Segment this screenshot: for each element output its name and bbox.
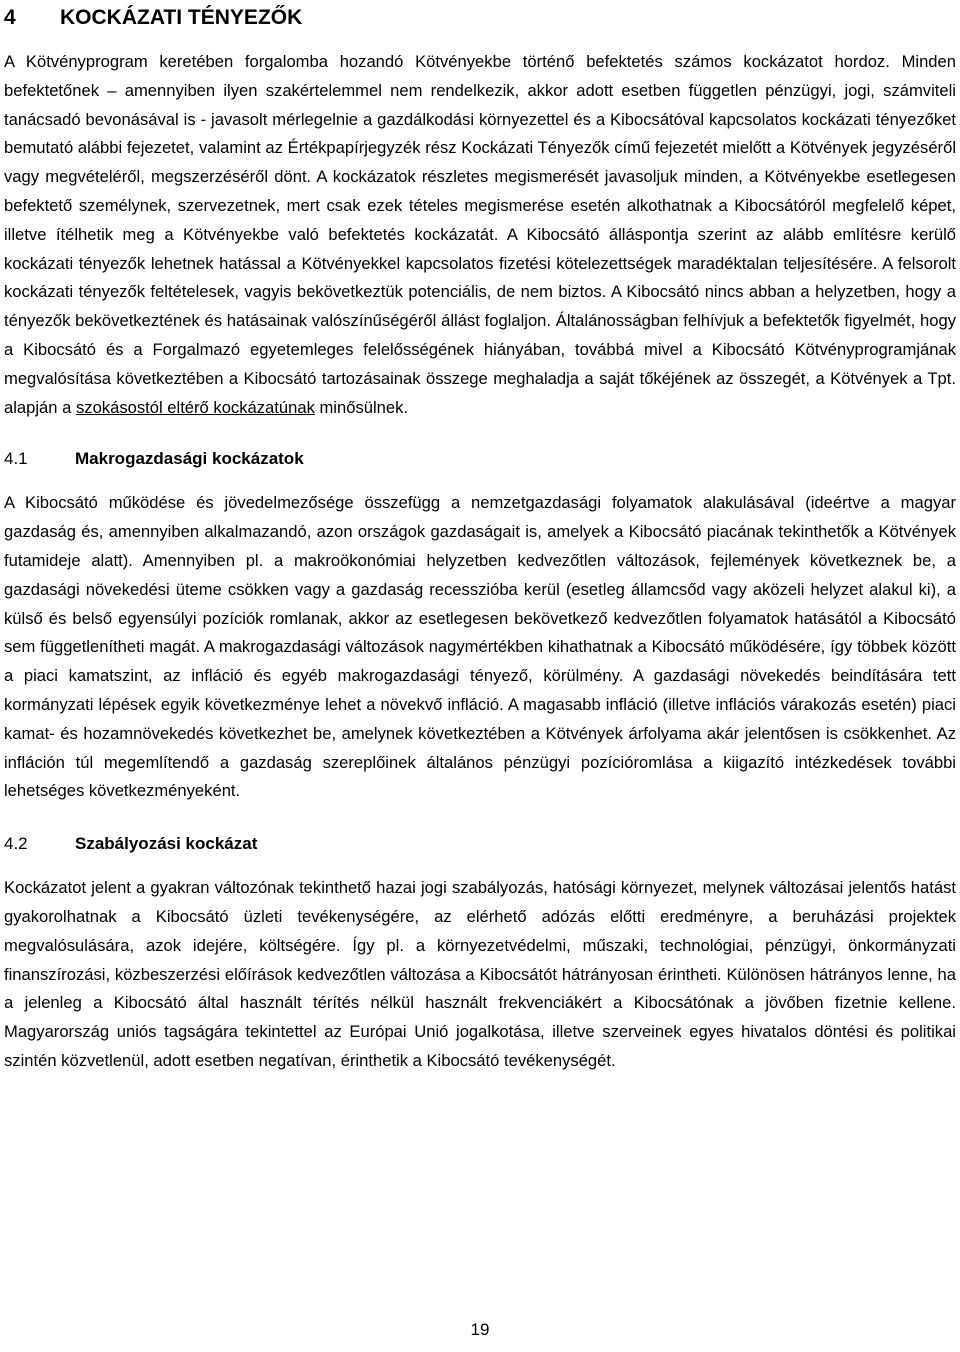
subsection-paragraph-4-2: Kockázatot jelent a gyakran változónak tekinthető hazai jogi szabályozás, hatósági környezet, melynek változásai jelentős hatást gyakorolhatnak a Kibocsátó üzleti tevékenységére, az elérhető adózás előtti eredményre, a beruházási projektek megvalósulására, azok idejére, költségére. Így pl. a környezetvédelmi, műszaki, technológiai, pénzügyi, önkormányzati finanszírozási, közbeszerzési előírások kedvezőtlen változása a Kibocsátót hátrányosan érintheti. Különösen hátrányos lenne, ha a jelenleg a Kibocsátó által használt térítés nélkül használt frekvenciákért a Kibocsátónak a jövőben fizetnie kellene. Magyarország uniós tagságára tekintettel az Európai Unió jogalkotása, illetve szerveinek egyes hivatalos döntési és politikai szintén közvetlenül, adott esetben negatívan, érinthetik a Kibocsátó tevékenységét. (4, 878, 956, 1070)
intro-paragraph (4, 48, 956, 422)
section-heading (4, 0, 956, 32)
section-title: KOCKÁZATI TÉNYEZŐK (60, 6, 303, 29)
intro-text-end: minősülnek. (314, 397, 409, 417)
subsection-paragraph-4-1: A Kibocsátó működése és jövedelmezősége összefügg a nemzetgazdasági folyamatok alakulásával (ideértve a magyar gazdaság és, amennyiben alkalmazandó, azon országok gazdaságait is, amelyek a Kibocsátó piacának tekinthetők a Kötvények futamideje alatt). Amennyiben pl. a makroökonómiai helyzetben kedvezőtlen változások, fejlemények következnek be, a gazdasági növekedési üteme csökken vagy a gazdaság recesszióba kerül (esetleg államcsőd vagy aközeli helyzet alakul ki), a külső és belső egyensúlyi pozíciók romlanak, akkor az esetlegesen bekövetkező kedvezőtlen folyamatok hatásától a Kibocsátó sem függetlenítheti magát. A makrogazdasági változások nagymértékben kihathatnak a Kibocsátó működésére, így többek között a piaci kamatszint, az infláció és egyéb makrogazdasági tényező, körülmény. A gazdasági növekedés beindítására tett kormányzati lépések egyik következménye lehet a növekvő infláció. A magasabb infláció (illetve inflációs várakozás esetén) piaci kamat- és hozamnövekedés következhet be, amelynek következtében a Kötvények árfolyama akár jelentősen is csökkenhet. Az infláción túl megemlítendő a gazdaság szereplőinek általános pénzügyi pozícióromlása a kiigazító intézkedések további lehetséges következményeként. (4, 493, 956, 801)
subsection-heading-4-2 (4, 830, 956, 858)
underlined-term: szokásostól eltérő kockázatúnak (75, 397, 315, 417)
subsection-title: Szabályozási kockázat (75, 834, 258, 854)
subsection-number: 4.1 (4, 449, 28, 469)
subsection-number: 4.2 (4, 834, 28, 854)
section-number: 4 (4, 6, 16, 29)
document-page (4, 0, 956, 1076)
subsection-heading-4-1 (4, 445, 956, 473)
intro-text: A Kötvényprogram keretében forgalomba hozandó Kötvényekbe történő befektetés számos kockázatot hordoz. Minden befektetőnek – amennyiben ilyen szakértelemmel nem rendelkezik, akkor adott esetben független pénzügyi, jogi, számviteli tanácsadó bevonásával is - javasolt mérlegelnie a gazdálkodási környezettel és a Kibocsátóval kapcsolatos kockázati tényezőket bemutató alábbi fejezetet, valamint az Értékpapírjegyzék rész Kockázati Tényezők című fejezetét mielőtt a Kötvények jegyzéséről vagy megvételéről, megszerzéséről dönt. A kockázatok részletes megismerését javasoljuk minden, a Kötvényekbe esetlegesen befektető személynek, szervezetnek, mert csak ezek tételes megismerése esetén alkothatnak a Kibocsátóról megfelelő képet, illetve ítélhetik meg a Kötvényekbe való befektetés kockázatát. A Kibocsátó álláspontja szerint az alább említésre kerülő kockázati tényezők lehetnek hatással a Kötvényekkel kapcsolatos fizetési kötelezettségek maradéktalan teljesítésére. A felsorolt kockázati tényezők feltételesek, vagyis bekövetkeztük potenciális, de nem biztos. A Kibocsátó nincs abban a helyzetben, hogy a tényezők bekövetkeztének és hatásainak valószínűségéről állást foglaljon. Általánosságban felhívjuk a befektetők figyelmét, hogy a Kibocsátó és a Forgalmazó egyetemleges felelősségének hiányában, továbbá mivel a Kibocsátó Kötvényprogramjának megvalósítása következtében a Kibocsátó tartozásainak összege meghaladja a saját tőkéjének az összegét, a Kötvények a Tpt. alapján a (4, 52, 956, 417)
subsection-title: Makrogazdasági kockázatok (75, 449, 304, 469)
page-number: 19 (470, 1320, 490, 1339)
